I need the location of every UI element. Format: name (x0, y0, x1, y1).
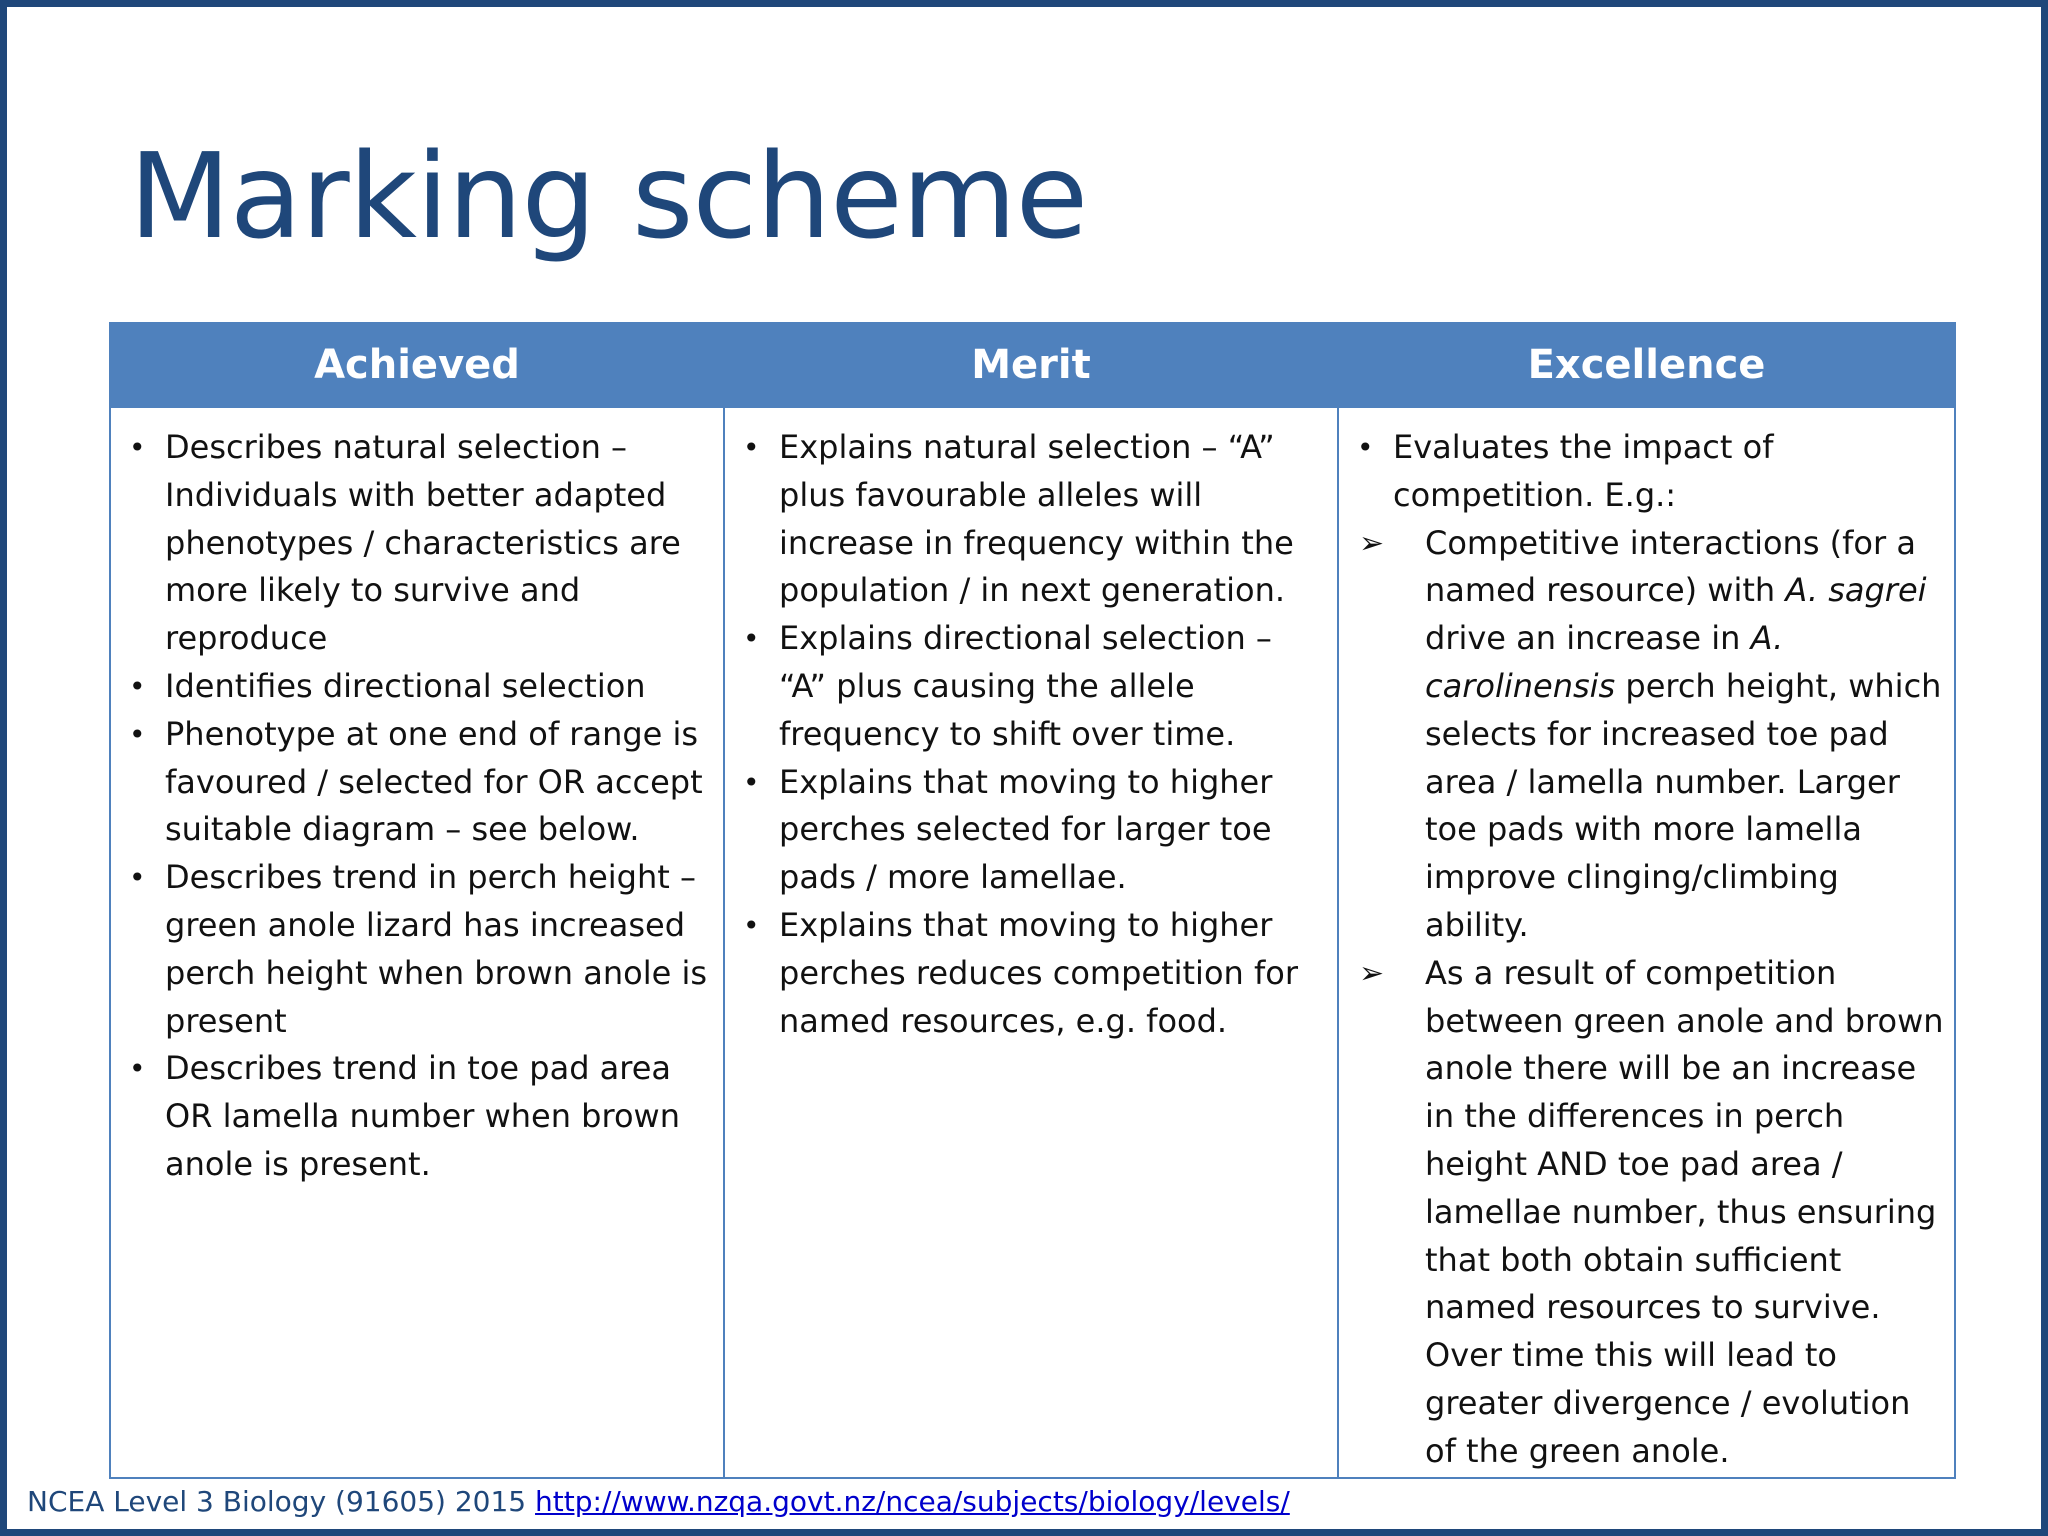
list-item: • Explains that moving to higher perches reduces competition for named resources, e.g. food. (741, 902, 1327, 1045)
header-row (110, 323, 1955, 407)
list-item: ➢ As a result of competition between green anole and brown anole there will be an increase in the differences in perch height AND toe pad area / lamellae number, thus ensuring that both obtain sufficient named resources to survive. Over time this will lead to greater divergence / evolution of the green anole. (1355, 950, 1944, 1476)
bullet-icon: • (743, 431, 760, 464)
merit-cell (724, 407, 1338, 1478)
species-name: A. sagrei (1785, 571, 1927, 610)
list-item: • Explains directional selection – “A” plus causing the allele frequency to shift over time. (741, 615, 1327, 758)
list-item: • Describes trend in perch height – green anole lizard has increased perch height when brown anole is present (127, 854, 713, 1045)
source-link[interactable]: http://www.nzqa.govt.nz/ncea/subjects/biology/levels/ (535, 1485, 1290, 1518)
bullet-icon: • (129, 431, 146, 464)
source-citation (27, 1485, 1290, 1518)
list-item: • Describes trend in toe pad area OR lamella number when brown anole is present. (127, 1045, 713, 1188)
arrow-bullet-icon: ➢ (1359, 955, 1385, 991)
bullet-icon: • (129, 1052, 146, 1086)
list-item: • Explains that moving to higher perches selected for larger toe pads / more lamellae. (741, 759, 1327, 902)
bullet-icon: • (743, 765, 760, 799)
header-excellence: Excellence (1338, 323, 1955, 407)
header-achieved: Achieved (110, 323, 724, 407)
list-item: • Identifies directional selection (127, 663, 713, 711)
marking-scheme-table (109, 322, 1956, 1479)
bullet-icon: • (1357, 431, 1374, 464)
bullet-icon: • (743, 622, 760, 656)
header-merit: Merit (724, 323, 1338, 407)
merit-list (741, 424, 1327, 1045)
list-item: • Phenotype at one end of range is favoured / selected for OR accept suitable diagram – see below. (127, 711, 713, 854)
arrow-bullet-icon: ➢ (1359, 525, 1385, 561)
species-name: A. carolinensis (1425, 619, 1784, 705)
list-item: • Describes natural selection – Individuals with better adapted phenotypes / characteristics are more likely to survive and reproduce (127, 424, 713, 663)
list-item: ➢ Competitive interactions (for a named resource) with A. sagrei drive an increase in A. carolinensis perch height, which selects for increased toe pad area / lamella number. Larger toe pads with more lamella improve clinging/climbing ability. (1355, 520, 1944, 950)
bullet-icon: • (743, 908, 760, 942)
bullet-icon: • (129, 861, 146, 895)
list-item: • Evaluates the impact of competition. E.g.: (1355, 424, 1944, 520)
bullet-icon: • (129, 717, 146, 751)
page-title: Marking scheme (129, 127, 1088, 265)
excellence-list (1355, 424, 1944, 1476)
achieved-list (127, 424, 713, 1189)
bullet-icon: • (129, 669, 146, 703)
list-item: • Explains natural selection – “A” plus favourable alleles will increase in frequency within the population / in next generation. (741, 424, 1327, 615)
source-text: NCEA Level 3 Biology (91605) 2015 (27, 1485, 536, 1518)
excellence-cell (1338, 407, 1955, 1478)
criteria-row (110, 407, 1955, 1478)
achieved-cell (110, 407, 724, 1478)
